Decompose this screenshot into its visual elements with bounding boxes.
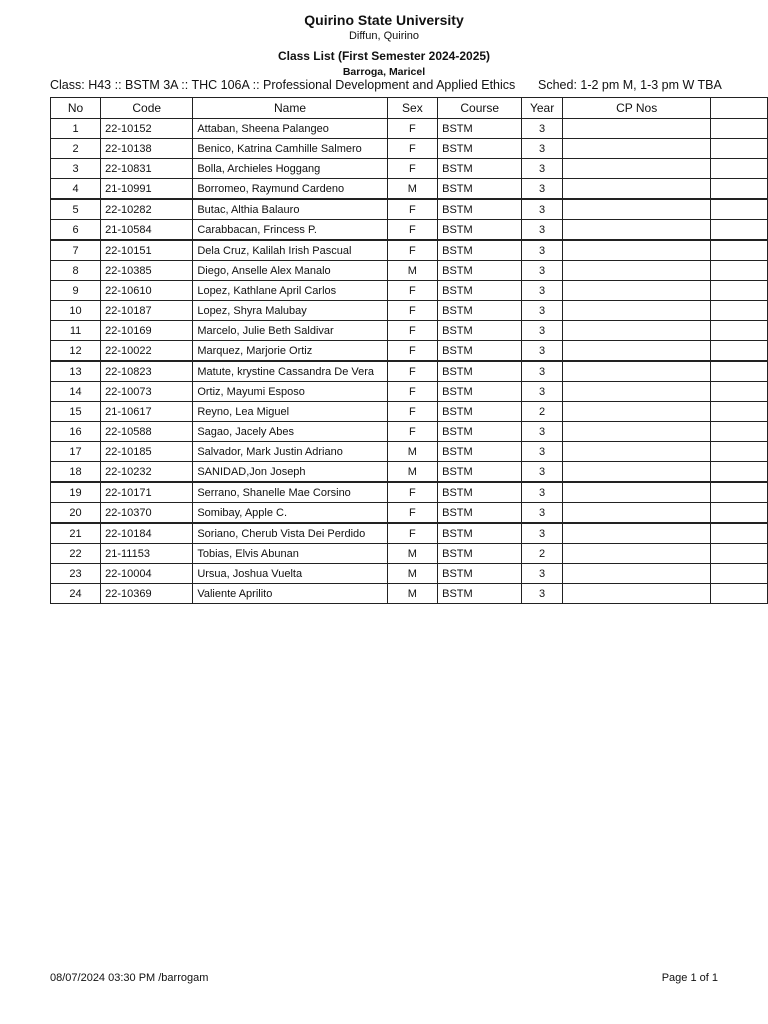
table-row xyxy=(51,179,768,200)
cell-year: 3 xyxy=(522,382,562,402)
cell-cp-nos xyxy=(562,382,711,402)
cell-no: 8 xyxy=(51,261,101,281)
cell-code: 22-10282 xyxy=(101,199,193,220)
cell-extra xyxy=(711,382,768,402)
cell-cp-nos xyxy=(562,261,711,281)
table-row xyxy=(51,442,768,462)
cell-cp-nos xyxy=(562,462,711,483)
table-row xyxy=(51,564,768,584)
cell-no: 21 xyxy=(51,523,101,544)
cell-code: 22-10187 xyxy=(101,301,193,321)
column-header-name: Name xyxy=(193,98,387,119)
cell-sex: M xyxy=(387,584,437,604)
cell-year: 3 xyxy=(522,139,562,159)
cell-year: 3 xyxy=(522,199,562,220)
cell-no: 6 xyxy=(51,220,101,241)
class-list-title: Class List (First Semester 2024-2025) xyxy=(277,49,491,63)
cell-year: 2 xyxy=(522,402,562,422)
cell-no: 12 xyxy=(51,341,101,362)
cell-no: 7 xyxy=(51,240,101,261)
cell-sex: F xyxy=(387,281,437,301)
cell-cp-nos xyxy=(562,523,711,544)
cell-name: SANIDAD,Jon Joseph xyxy=(193,462,387,483)
table-row xyxy=(51,119,768,139)
cell-sex: F xyxy=(387,523,437,544)
cell-no: 16 xyxy=(51,422,101,442)
cell-course: BSTM xyxy=(438,402,522,422)
cell-year: 3 xyxy=(522,584,562,604)
column-header-no: No xyxy=(51,98,101,119)
cell-cp-nos xyxy=(562,281,711,301)
cell-course: BSTM xyxy=(438,159,522,179)
instructor-name: Barroga, Maricel xyxy=(342,66,426,78)
cell-sex: M xyxy=(387,442,437,462)
cell-name: Somibay, Apple C. xyxy=(193,503,387,524)
cell-year: 3 xyxy=(522,119,562,139)
table-row xyxy=(51,402,768,422)
cell-course: BSTM xyxy=(438,240,522,261)
table-row xyxy=(51,321,768,341)
cell-code: 22-10232 xyxy=(101,462,193,483)
cell-extra xyxy=(711,361,768,382)
cell-name: Valiente Aprilito xyxy=(193,584,387,604)
table-row xyxy=(51,341,768,362)
cell-course: BSTM xyxy=(438,544,522,564)
cell-no: 9 xyxy=(51,281,101,301)
cell-year: 3 xyxy=(522,361,562,382)
cell-code: 22-10169 xyxy=(101,321,193,341)
cell-no: 17 xyxy=(51,442,101,462)
cell-cp-nos xyxy=(562,442,711,462)
cell-year: 3 xyxy=(522,301,562,321)
table-header-row xyxy=(51,98,768,119)
cell-year: 2 xyxy=(522,544,562,564)
cell-no: 1 xyxy=(51,119,101,139)
cell-sex: F xyxy=(387,119,437,139)
cell-course: BSTM xyxy=(438,119,522,139)
cell-name: Tobias, Elvis Abunan xyxy=(193,544,387,564)
cell-name: Ortiz, Mayumi Esposo xyxy=(193,382,387,402)
cell-no: 13 xyxy=(51,361,101,382)
cell-code: 22-10073 xyxy=(101,382,193,402)
cell-no: 19 xyxy=(51,482,101,503)
column-header-sex: Sex xyxy=(387,98,437,119)
table-row xyxy=(51,220,768,241)
cell-cp-nos xyxy=(562,361,711,382)
cell-no: 4 xyxy=(51,179,101,200)
cell-year: 3 xyxy=(522,159,562,179)
cell-sex: F xyxy=(387,220,437,241)
cell-extra xyxy=(711,341,768,362)
cell-no: 18 xyxy=(51,462,101,483)
cell-extra xyxy=(711,240,768,261)
cell-extra xyxy=(711,584,768,604)
cell-sex: F xyxy=(387,341,437,362)
table-row xyxy=(51,159,768,179)
cell-year: 3 xyxy=(522,321,562,341)
cell-code: 22-10138 xyxy=(101,139,193,159)
table-row xyxy=(51,361,768,382)
cell-no: 24 xyxy=(51,584,101,604)
cell-extra xyxy=(711,564,768,584)
cell-name: Serrano, Shanelle Mae Corsino xyxy=(193,482,387,503)
cell-name: Reyno, Lea Miguel xyxy=(193,402,387,422)
cell-name: Soriano, Cherub Vista Dei Perdido xyxy=(193,523,387,544)
cell-year: 3 xyxy=(522,442,562,462)
cell-sex: F xyxy=(387,321,437,341)
cell-cp-nos xyxy=(562,503,711,524)
cell-no: 15 xyxy=(51,402,101,422)
cell-year: 3 xyxy=(522,564,562,584)
cell-course: BSTM xyxy=(438,584,522,604)
cell-extra xyxy=(711,482,768,503)
cell-cp-nos xyxy=(562,564,711,584)
table-row xyxy=(51,261,768,281)
cell-code: 22-10185 xyxy=(101,442,193,462)
cell-code: 22-10184 xyxy=(101,523,193,544)
cell-extra xyxy=(711,523,768,544)
cell-course: BSTM xyxy=(438,422,522,442)
cell-extra xyxy=(711,544,768,564)
cell-cp-nos xyxy=(562,119,711,139)
cell-cp-nos xyxy=(562,321,711,341)
cell-code: 22-10823 xyxy=(101,361,193,382)
cell-code: 22-10610 xyxy=(101,281,193,301)
cell-sex: F xyxy=(387,503,437,524)
cell-no: 11 xyxy=(51,321,101,341)
table-row xyxy=(51,462,768,483)
cell-no: 2 xyxy=(51,139,101,159)
class-info: Class: H43 :: BSTM 3A :: THC 106A :: Professional Development and Applied Ethics xyxy=(50,78,516,92)
cell-name: Lopez, Kathlane April Carlos xyxy=(193,281,387,301)
cell-year: 3 xyxy=(522,462,562,483)
cell-no: 3 xyxy=(51,159,101,179)
cell-sex: M xyxy=(387,179,437,200)
cell-sex: F xyxy=(387,422,437,442)
cell-extra xyxy=(711,442,768,462)
table-row xyxy=(51,584,768,604)
cell-code: 21-10617 xyxy=(101,402,193,422)
cell-extra xyxy=(711,301,768,321)
cell-sex: F xyxy=(387,139,437,159)
print-timestamp: 08/07/2024 03:30 PM /barrogam xyxy=(50,972,209,984)
cell-course: BSTM xyxy=(438,503,522,524)
cell-year: 3 xyxy=(522,220,562,241)
column-header-extra xyxy=(711,98,768,119)
cell-year: 3 xyxy=(522,261,562,281)
cell-course: BSTM xyxy=(438,341,522,362)
cell-cp-nos xyxy=(562,544,711,564)
cell-name: Bolla, Archieles Hoggang xyxy=(193,159,387,179)
cell-extra xyxy=(711,261,768,281)
cell-course: BSTM xyxy=(438,139,522,159)
cell-course: BSTM xyxy=(438,482,522,503)
cell-code: 21-11153 xyxy=(101,544,193,564)
cell-course: BSTM xyxy=(438,382,522,402)
cell-extra xyxy=(711,402,768,422)
page-number: Page 1 of 1 xyxy=(661,972,718,984)
cell-code: 22-10385 xyxy=(101,261,193,281)
cell-course: BSTM xyxy=(438,523,522,544)
cell-sex: M xyxy=(387,564,437,584)
cell-course: BSTM xyxy=(438,321,522,341)
cell-extra xyxy=(711,179,768,200)
table-row xyxy=(51,301,768,321)
table-body xyxy=(51,119,768,604)
cell-cp-nos xyxy=(562,139,711,159)
cell-year: 3 xyxy=(522,281,562,301)
cell-sex: F xyxy=(387,361,437,382)
cell-code: 22-10370 xyxy=(101,503,193,524)
cell-cp-nos xyxy=(562,301,711,321)
cell-code: 22-10588 xyxy=(101,422,193,442)
column-header-code: Code xyxy=(101,98,193,119)
cell-year: 3 xyxy=(522,422,562,442)
cell-sex: M xyxy=(387,544,437,564)
column-header-cp-nos: CP Nos xyxy=(562,98,711,119)
cell-year: 3 xyxy=(522,503,562,524)
cell-cp-nos xyxy=(562,402,711,422)
cell-sex: M xyxy=(387,462,437,483)
cell-extra xyxy=(711,119,768,139)
table-row xyxy=(51,240,768,261)
cell-name: Matute, krystine Cassandra De Vera xyxy=(193,361,387,382)
class-roster-table xyxy=(50,97,768,604)
column-header-course: Course xyxy=(438,98,522,119)
university-location: Diffun, Quirino xyxy=(348,30,420,42)
cell-sex: F xyxy=(387,382,437,402)
cell-code: 21-10991 xyxy=(101,179,193,200)
table-row xyxy=(51,281,768,301)
cell-cp-nos xyxy=(562,199,711,220)
cell-course: BSTM xyxy=(438,179,522,200)
cell-code: 22-10004 xyxy=(101,564,193,584)
table-row xyxy=(51,139,768,159)
cell-extra xyxy=(711,159,768,179)
cell-no: 10 xyxy=(51,301,101,321)
table-row xyxy=(51,503,768,524)
table-row xyxy=(51,382,768,402)
cell-code: 22-10152 xyxy=(101,119,193,139)
cell-name: Borromeo, Raymund Cardeno xyxy=(193,179,387,200)
cell-code: 22-10151 xyxy=(101,240,193,261)
table-row xyxy=(51,523,768,544)
cell-cp-nos xyxy=(562,159,711,179)
cell-name: Butac, Althia Balauro xyxy=(193,199,387,220)
cell-name: Diego, Anselle Alex Manalo xyxy=(193,261,387,281)
cell-code: 22-10022 xyxy=(101,341,193,362)
cell-extra xyxy=(711,503,768,524)
cell-cp-nos xyxy=(562,584,711,604)
cell-sex: M xyxy=(387,261,437,281)
cell-no: 14 xyxy=(51,382,101,402)
cell-course: BSTM xyxy=(438,281,522,301)
cell-sex: F xyxy=(387,482,437,503)
cell-code: 22-10171 xyxy=(101,482,193,503)
cell-sex: F xyxy=(387,402,437,422)
cell-name: Benico, Katrina Camhille Salmero xyxy=(193,139,387,159)
cell-cp-nos xyxy=(562,341,711,362)
cell-cp-nos xyxy=(562,422,711,442)
cell-code: 21-10584 xyxy=(101,220,193,241)
cell-extra xyxy=(711,422,768,442)
cell-name: Salvador, Mark Justin Adriano xyxy=(193,442,387,462)
cell-name: Dela Cruz, Kalilah Irish Pascual xyxy=(193,240,387,261)
cell-course: BSTM xyxy=(438,462,522,483)
cell-code: 22-10369 xyxy=(101,584,193,604)
table-row xyxy=(51,482,768,503)
cell-course: BSTM xyxy=(438,301,522,321)
table-row xyxy=(51,544,768,564)
cell-cp-nos xyxy=(562,240,711,261)
cell-sex: F xyxy=(387,199,437,220)
cell-course: BSTM xyxy=(438,442,522,462)
cell-year: 3 xyxy=(522,482,562,503)
cell-extra xyxy=(711,462,768,483)
cell-extra xyxy=(711,321,768,341)
cell-name: Marcelo, Julie Beth Saldivar xyxy=(193,321,387,341)
schedule-info: Sched: 1-2 pm M, 1-3 pm W TBA xyxy=(538,78,722,92)
cell-course: BSTM xyxy=(438,261,522,281)
cell-year: 3 xyxy=(522,179,562,200)
cell-extra xyxy=(711,139,768,159)
cell-extra xyxy=(711,199,768,220)
column-header-year: Year xyxy=(522,98,562,119)
cell-no: 22 xyxy=(51,544,101,564)
cell-cp-nos xyxy=(562,220,711,241)
cell-name: Sagao, Jacely Abes xyxy=(193,422,387,442)
cell-no: 20 xyxy=(51,503,101,524)
university-name: Quirino State University xyxy=(304,12,464,28)
cell-code: 22-10831 xyxy=(101,159,193,179)
cell-cp-nos xyxy=(562,482,711,503)
cell-name: Attaban, Sheena Palangeo xyxy=(193,119,387,139)
cell-name: Carabbacan, Frincess P. xyxy=(193,220,387,241)
table-row xyxy=(51,199,768,220)
cell-name: Lopez, Shyra Malubay xyxy=(193,301,387,321)
cell-sex: F xyxy=(387,159,437,179)
cell-sex: F xyxy=(387,240,437,261)
cell-course: BSTM xyxy=(438,199,522,220)
cell-name: Ursua, Joshua Vuelta xyxy=(193,564,387,584)
cell-course: BSTM xyxy=(438,564,522,584)
cell-year: 3 xyxy=(522,341,562,362)
cell-extra xyxy=(711,281,768,301)
cell-name: Marquez, Marjorie Ortiz xyxy=(193,341,387,362)
cell-extra xyxy=(711,220,768,241)
cell-course: BSTM xyxy=(438,361,522,382)
cell-year: 3 xyxy=(522,240,562,261)
cell-no: 5 xyxy=(51,199,101,220)
cell-year: 3 xyxy=(522,523,562,544)
cell-sex: F xyxy=(387,301,437,321)
table-row xyxy=(51,422,768,442)
cell-course: BSTM xyxy=(438,220,522,241)
cell-no: 23 xyxy=(51,564,101,584)
cell-cp-nos xyxy=(562,179,711,200)
